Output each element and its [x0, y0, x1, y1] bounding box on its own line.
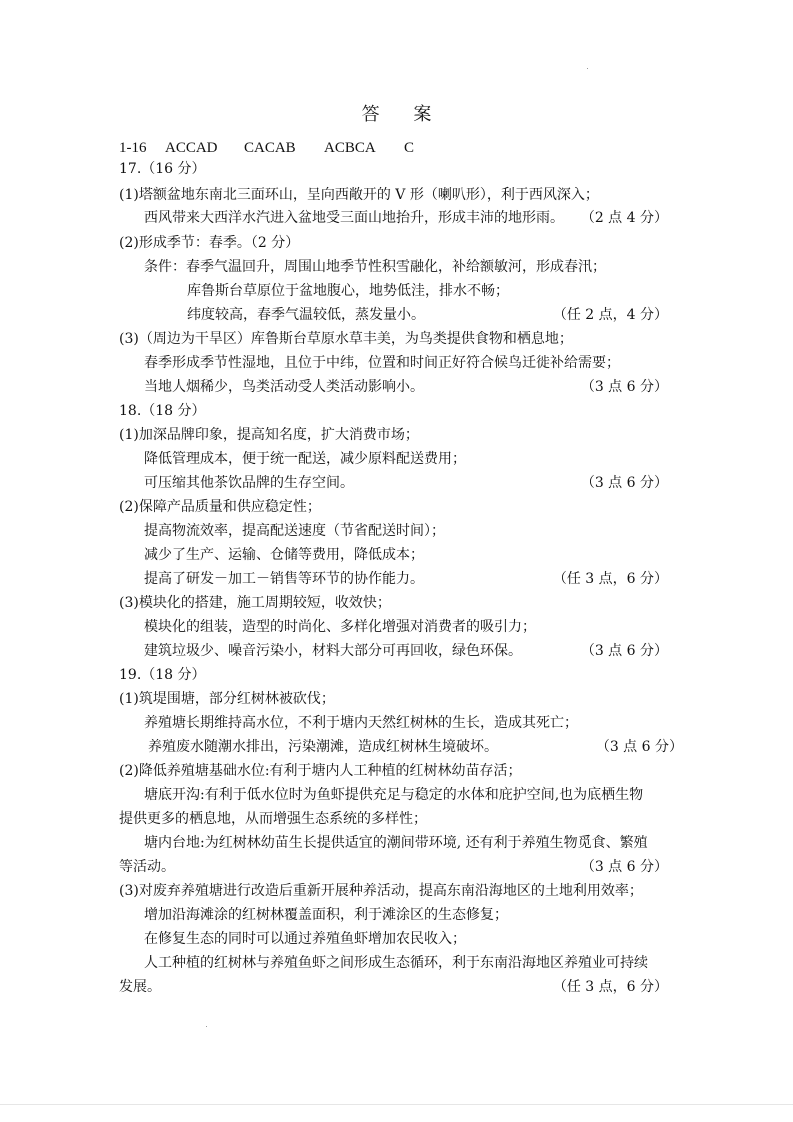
q19-3-line1: (3)对废弃养殖塘进行改造后重新开展种养活动，提高东南沿海地区的土地利用效率； [119, 883, 643, 899]
q19-header: 19.（18 分） [119, 667, 206, 683]
q19-1-line1: (1)筑堤围塘，部分红树林被砍伐； [119, 691, 335, 707]
q17-2-line2: 条件：春季气温回升，周围山地季节性积雪融化，补给额敏河，形成春汛； [144, 259, 606, 275]
q19-2-score: （3 点 6 分） [580, 859, 668, 875]
q18-2-line1: (2)保障产品质量和供应稳定性； [119, 499, 321, 515]
q19-2-line2: 塘底开沟:有利于低水位时为鱼虾提供充足与稳定的水体和庇护空间,也为底栖生物 [144, 787, 644, 803]
q19-2-line4: 塘内台地:为红树林幼苗生长提供适宜的潮间带环境, 还有利于养殖生物觅食、繁殖 [144, 835, 648, 851]
q18-2-line2: 提高物流效率，提高配送速度（节省配送时间）； [144, 523, 445, 539]
q17-3-line3: 当地人烟稀少，鸟类活动受人类活动影响小。 [144, 379, 424, 395]
q18-1-score: （3 点 6 分） [580, 475, 668, 491]
q18-header: 18.（18 分） [119, 403, 206, 419]
q19-1-line3: 养殖废水随潮水排出，污染潮滩，造成红树林生境破坏。 [148, 739, 498, 755]
mc-group-2: CACAB [244, 140, 296, 156]
q17-3-line1: (3)（周边为干旱区）库鲁斯台草原水草丰美，为鸟类提供食物和栖息地； [119, 331, 573, 347]
q18-2-line4: 提高了研发－加工－销售等环节的协作能力。 [144, 571, 424, 587]
q19-3-line2: 增加沿海滩涂的红树林覆盖面积，利于滩涂区的生态修复； [144, 907, 508, 923]
q17-2-score: （任 2 点，4 分） [552, 307, 668, 323]
q19-2-line5: 等活动。 [119, 859, 175, 875]
q18-1-line2: 降低管理成本，便于统一配送，减少原料配送费用； [144, 451, 466, 467]
q17-1-score: （2 点 4 分） [580, 210, 668, 226]
q17-header: 17.（16 分） [119, 161, 206, 177]
page-bottom-edge [0, 1104, 793, 1105]
q19-3-line3: 在修复生态的同时可以通过养殖鱼虾增加农民收入； [144, 931, 466, 947]
q17-2-line4: 纬度较高，春季气温较低，蒸发量小。 [187, 307, 425, 323]
q17-1-line1: (1)塔额盆地东南北三面环山，呈向西敞开的 V 形（喇叭形），利于西风深入； [119, 187, 599, 203]
page-title: 答 案 [361, 104, 446, 125]
q17-2-line1: (2)形成季节：春季。（2 分） [119, 235, 300, 251]
mc-group-4: C [404, 140, 415, 156]
q19-1-score: （3 点 6 分） [595, 739, 683, 755]
q18-2-line3: 减少了生产、运输、仓储等费用，降低成本； [144, 547, 424, 563]
q19-3-score: （任 3 点，6 分） [552, 979, 668, 995]
q17-3-line2: 春季形成季节性湿地，且位于中纬，位置和时间正好符合候鸟迁徙补给需要； [144, 355, 620, 371]
scan-dot [587, 68, 588, 69]
q17-3-score: （3 点 6 分） [580, 379, 668, 395]
mc-range: 1-16 [119, 140, 147, 156]
q17-2-line3: 库鲁斯台草原位于盆地腹心，地势低洼，排水不畅； [187, 283, 509, 299]
mc-group-3: ACBCA [324, 140, 376, 156]
q18-3-line2: 模块化的组装，造型的时尚化、多样化增强对消费者的吸引力； [144, 619, 536, 635]
q18-1-line1: (1)加深品牌印象，提高知名度，扩大消费市场； [119, 427, 419, 443]
q18-3-line3: 建筑垃圾少、噪音污染小，材料大部分可再回收，绿色环保。 [144, 643, 522, 659]
q18-3-score: （3 点 6 分） [580, 643, 668, 659]
q19-2-line1: (2)降低养殖塘基础水位:有利于塘内人工种植的红树林幼苗存活； [119, 763, 522, 779]
scan-dot-bottom [206, 1026, 207, 1027]
q19-2-line3: 提供更多的栖息地，从而增强生态系统的多样性； [119, 811, 427, 827]
q18-1-line3: 可压缩其他茶饮品牌的生存空间。 [144, 475, 354, 491]
mc-group-1: ACCAD [165, 140, 218, 156]
q18-3-line1: (3)模块化的搭建，施工周期较短，收效快； [119, 595, 391, 611]
q18-2-score: （任 3 点，6 分） [552, 571, 668, 587]
q17-1-line2: 西风带来大西洋水汽进入盆地受三面山地抬升，形成丰沛的地形雨。 [144, 210, 564, 226]
q19-3-line4: 人工种植的红树林与养殖鱼虾之间形成生态循环，利于东南沿海地区养殖业可持续 [144, 955, 648, 971]
q19-1-line2: 养殖塘长期维持高水位，不利于塘内天然红树林的生长，造成其死亡； [144, 715, 578, 731]
q19-3-line5: 发展。 [119, 979, 161, 995]
